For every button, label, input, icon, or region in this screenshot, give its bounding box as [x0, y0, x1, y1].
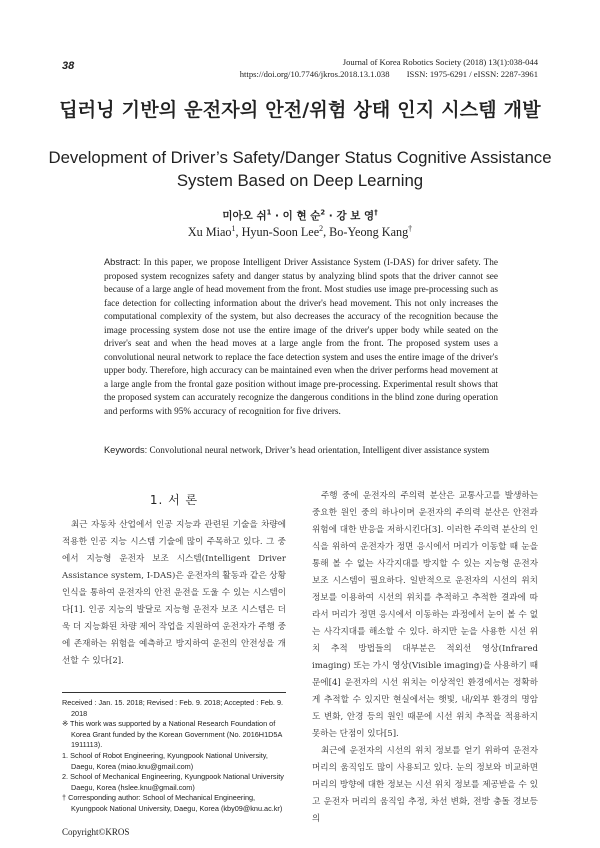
author-ko-3: · 강 보 영 — [325, 210, 375, 222]
affil-mark: 1 — [231, 224, 236, 233]
copyright: Copyright©KROS — [62, 827, 130, 837]
affil-mark: † — [374, 208, 378, 217]
keywords — [104, 444, 498, 458]
paragraph: 주행 중에 운전자의 주의력 분산은 교통사고를 발생하는 중요한 원인 중의 하나이며 운전자의 주의력 분산은 안전과 위험에 대한 반응을 저하시킨다[3]. 이러한 주의력 분산의 인식을 위하여 운전자가 정면 응시에서 머리가 이동할 때 눈을 통해 볼 수 없는 사각지대를 방지할 수 있는 지능형 운전자 보조 시스템이 필요하다. 일반적으로 운전자의 시선의 위치 정보를 이용하여 시선의 위치를 추적하고 추적한 결과에 따라서 머리가 정면 응시에서 이동하는 과정에서 눈이 볼 수 없는 사각지대를 해소할 수 있다. 하지만 눈을 사용한 시선 위치 추적 방법들의 대부분은 적외선 영상(Infrared imaging) 또는 가시 영상(Visible imaging)을 사용하기 때문에[4] 운전자의 시선 위치는 이상적인 환경에서는 정확하게 추적할 수 있지만 현실에서는 햇빛, 내/외부 환경의 명암도 변화, 안경 등의 원인 때문에 시선 위치 추적을 적용하지 못하는 단점이 있다[5]. — [312, 491, 538, 739]
paragraph: 최근에 운전자의 시선의 위치 정보를 얻기 위하여 운전자 머리의 움직임도 많이 사용되고 있다. 눈의 정보와 비교하면 머리의 방향에 대한 정보는 시선 위치 정보를 제공받을 수 있고 운전자 머리의 움직임 추정, 차선 변화, 전방 충돌 경보등의 — [312, 746, 538, 824]
page-number: 38 — [62, 60, 75, 72]
section-title: 1. 서 론 — [149, 493, 199, 507]
author-en-1: Xu Miao — [187, 225, 232, 240]
doi-issn-line: https://doi.org/10.7746/jkros.2018.13.1.038 ISSN: 1975-6291 / eISSN: 2287-3961 — [239, 69, 538, 79]
keywords-label: Keywords: — [104, 445, 148, 455]
footnote-affiliation-2: 2. School of Mechanical Engineering, Kyungpook National University Daegu, Korea (hslee.knu@gmail.com) — [62, 772, 284, 792]
paragraph: 최근 자동차 산업에서 인공 지능과 관련된 기술을 차량에 적용한 인공 지능 시스템 기술에 많이 주목하고 있다. 그 중에서 지능형 운전자 보조 시스템(Intelligent Driver Assistance system, I-DAS)은 운전자의 활동과 같은 상황 인식을 통하여 운전자의 안전 운전을 도울 수 있는 시스템이다[1]. 인공 지능의 발달로 지능형 운전자 보조 시스템은 더욱 더 지능화된 차량 제어 작업을 지원하여 운전자가 주행 중에 존재하는 위험을 예측하고 방지하여 운전의 안전성을 개선할 수 있다[2]. — [62, 520, 286, 666]
authors-korean — [0, 208, 600, 223]
authors-english — [0, 224, 600, 240]
body-column-right — [312, 488, 538, 828]
keywords-text: Convolutional neural network, Driver’s head orientation, Intelligent diver assistance system — [147, 446, 490, 456]
affil-mark: 1 — [266, 208, 272, 217]
body-column-left — [62, 517, 286, 670]
affil-mark: 2 — [319, 224, 324, 233]
footnote-funding: ※ This work was supported by a National Research Foundation of Korea Grant funded by the Korean Government (No. 2016H1D5A 1911113). — [62, 719, 282, 750]
korean-title: 딥러닝 기반의 운전자의 안전/위험 상태 인지 시스템 개발 — [59, 99, 541, 121]
footnote-divider — [62, 692, 286, 693]
journal-citation: Journal of Korea Robotics Society (2018) 13(1):038-044 — [342, 57, 538, 67]
author-ko-1: 미아오 쉬 — [222, 210, 267, 222]
author-en-2: , Hyun-Soon Lee — [235, 225, 320, 240]
author-ko-2: · 이 현 순 — [271, 210, 321, 222]
affil-mark: 2 — [320, 208, 326, 217]
affil-mark: † — [408, 224, 413, 233]
footnotes — [62, 698, 286, 815]
abstract-text: In this paper, we propose Intelligent Driver Assistance System (I-DAS) for driver safety. The proposed system recognizes safety and danger status by analyzing blind spots that the driver cannot see because of a large angle of head movement from the front. Most studies use image pre-processing such as face detection for collecting information about the driver's head movement. This not only increases the computational complexity of the system, but also decreases the accuracy of the recognition because the image processing system dose not use the entire image of the driver's upper body while seated on the driver's seat and when the head moves at a large angle from the front. The proposed system uses a convolutional neural network to replace the face detection system and uses the entire image of the driver's upper body. Therefore, high accuracy can be maintained even when the driver performs head movement at a large angle from the frontal gaze position without image pre-processing. Experimental result shows that the proposed system can accurately recognize the dangerous conditions in the blind zone during operation and performs with 95% accuracy of recognition for five drivers. — [104, 258, 498, 418]
english-title: Development of Driver’s Safety/Danger Status Cognitive Assistance System Based on Deep Learning — [48, 148, 552, 190]
author-en-3: , Bo-Yeong Kang — [323, 225, 409, 240]
footnote-affiliation-1: 1. School of Robot Engineering, Kyungpook National University, Daegu, Korea (miao.knu@gmail.com) — [62, 750, 268, 771]
abstract — [104, 256, 498, 420]
footnote-corresponding: † Corresponding author: School of Mechanical Engineering, Kyungpook National University, Daegu, Korea (kby09@knu.ac.kr) — [62, 793, 283, 813]
footnote-received: Received : Jan. 15. 2018; Revised : Feb. 9. 2018; Accepted : Feb. 9. 2018 — [62, 698, 284, 718]
abstract-label: Abstract: — [104, 257, 141, 267]
